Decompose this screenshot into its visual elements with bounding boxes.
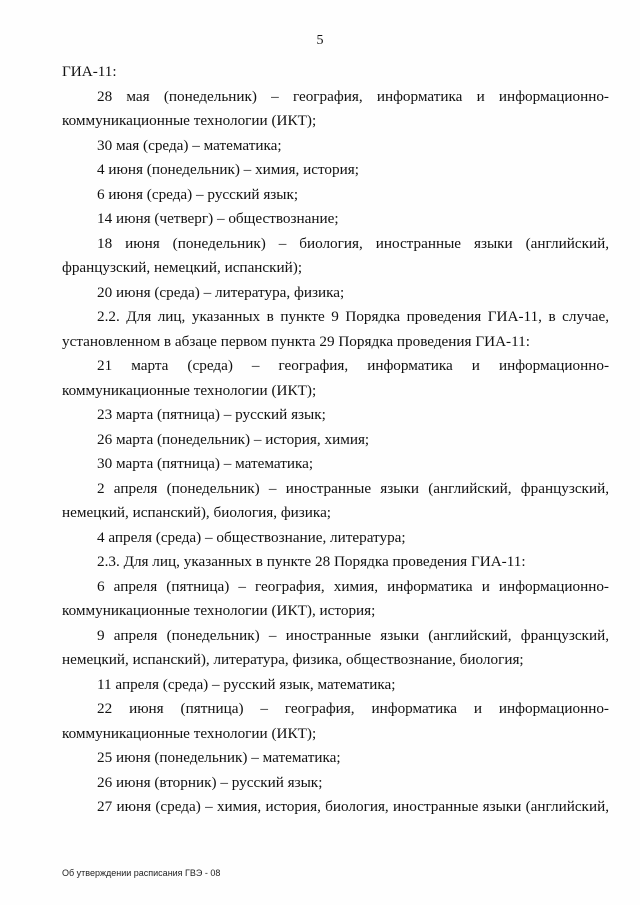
text-line: французский, немецкий, испанский); — [62, 259, 303, 276]
text-line: 23 марта (пятница) – русский язык; — [97, 406, 326, 423]
text-line: 11 апреля (среда) – русский язык, математика; — [97, 675, 396, 693]
text-line: 4 июня (понедельник) – химия, история; — [97, 161, 359, 178]
text-line: 2 апреля (понедельник) – иностранные языки (английский, французский, — [97, 479, 609, 497]
text-line: 21 марта (среда) – география, информатика и информационно- — [97, 357, 609, 374]
footer-note: Об утверждении расписания ГВЭ - 08 — [62, 868, 221, 878]
text-line: коммуникационные технологии (ИКТ); — [62, 724, 317, 742]
text-line: немецкий, испанский), литература, физика, обществознание, биология; — [62, 651, 524, 668]
text-line: 4 апреля (среда) – обществознание, литература; — [97, 528, 406, 546]
text-line: 26 марта (понедельник) – история, химия; — [97, 430, 370, 448]
text-line: 30 марта (пятница) – математика; — [97, 455, 314, 472]
text-line: 18 июня (понедельник) – биология, иностранные языки (английский, — [97, 234, 609, 252]
text-line: 25 июня (понедельник) – математика; — [97, 749, 341, 766]
text-line: 22 июня (пятница) – география, информатика и информационно- — [97, 700, 609, 717]
text-line: 2.2. Для лиц, указанных в пункте 9 Порядка проведения ГИА-11, в случае, — [97, 308, 609, 325]
text-line: ГИА-11: — [62, 63, 117, 80]
text-line: 20 июня (среда) – литература, физика; — [97, 283, 345, 301]
schedule-text — [62, 60, 609, 820]
text-line: 27 июня (среда) – химия, история, биология, иностранные языки (английский, — [97, 798, 609, 815]
text-line: коммуникационные технологии (ИКТ); — [62, 112, 317, 129]
text-line: 28 мая (понедельник) – география, информатика и информационно- — [97, 87, 609, 105]
text-line: 6 апреля (пятница) – география, химия, информатика и информационно- — [97, 577, 609, 595]
text-line: 6 июня (среда) – русский язык; — [97, 185, 299, 203]
text-line: 9 апреля (понедельник) – иностранные языки (английский, французский, — [97, 626, 609, 644]
text-line: коммуникационные технологии (ИКТ), история; — [62, 602, 376, 619]
text-line: 26 июня (вторник) – русский язык; — [97, 773, 323, 791]
text-line: немецкий, испанский), биология, физика; — [62, 504, 332, 521]
text-line: 30 мая (среда) – математика; — [97, 136, 282, 154]
text-line: установленном в абзаце первом пункта 29 Порядка проведения ГИА-11: — [62, 332, 530, 350]
text-line: 2.3. Для лиц, указанных в пункте 28 Порядка проведения ГИА-11: — [97, 553, 526, 570]
page-number: 5 — [316, 33, 324, 48]
text-line: 14 июня (четверг) – обществознание; — [97, 210, 339, 227]
text-line: коммуникационные технологии (ИКТ); — [62, 381, 317, 399]
